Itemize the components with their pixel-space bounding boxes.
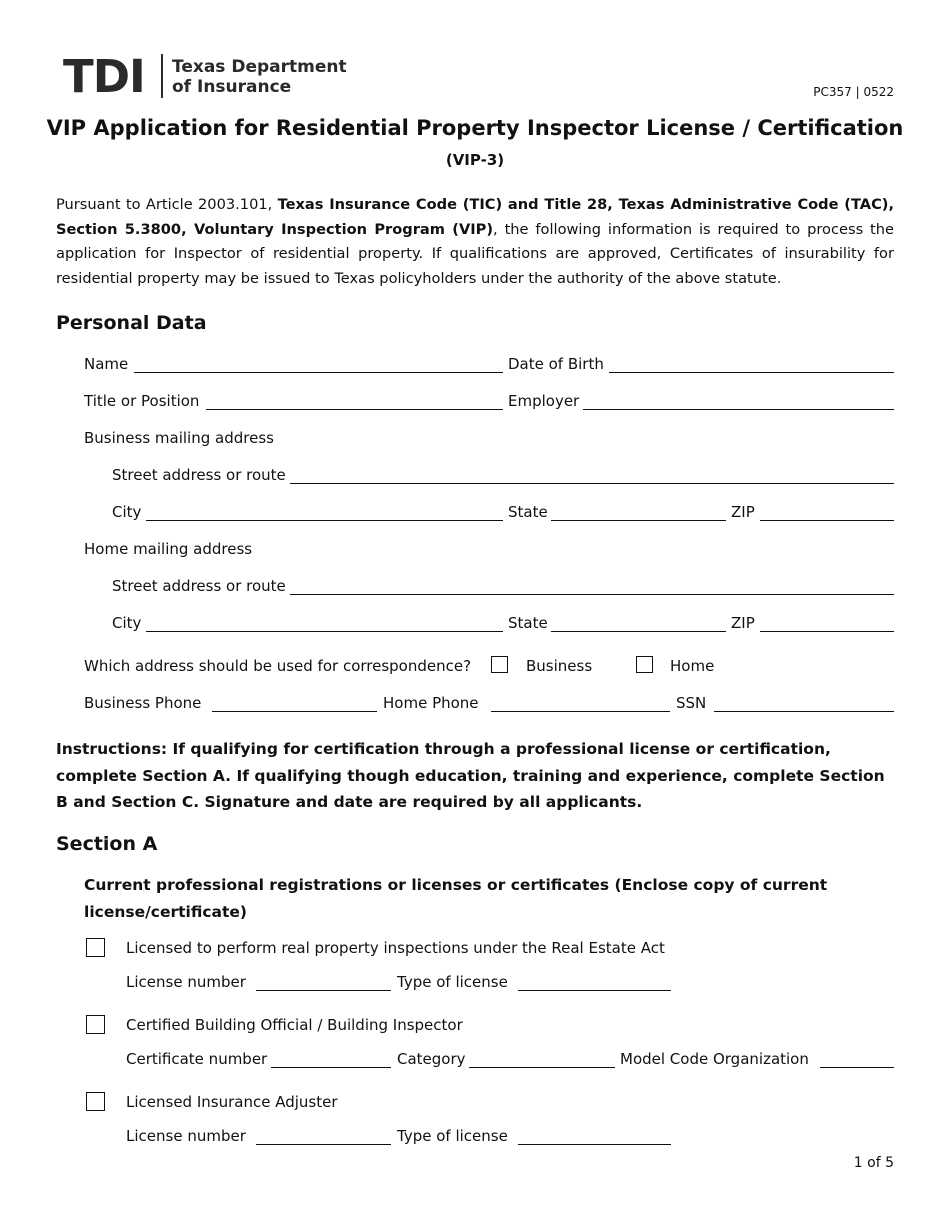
instructions: Instructions: If qualifying for certification through a professional license or certification, complete Section A. If qualifying though education, training and experience, complete Section B and Section C. Signature and date are required by all applicants. [56,740,885,811]
ssn-label: SSN [676,694,707,712]
page-title: VIP Application for Residential Property Inspector License / Certification [46,116,904,140]
home-street-field[interactable] [290,594,894,595]
tdi-logo: TDI [63,50,145,103]
name-field[interactable] [134,372,503,373]
item2-category-label: Category [397,1050,466,1068]
logo-name-line2: of Insurance [172,77,292,97]
logo-name-line1: Texas Department [172,57,347,77]
home-state-field[interactable] [551,631,726,632]
item2-model-code-label: Model Code Organization [620,1050,809,1068]
title-field[interactable] [206,409,503,410]
item1-license-type-field[interactable] [518,990,671,991]
insurance-adjuster-label: Licensed Insurance Adjuster [126,1093,338,1111]
business-state-label: State [508,503,548,521]
business-address-label: Business mailing address [84,429,274,447]
item3-license-type-label: Type of license [397,1127,508,1145]
correspondence-label: Which address should be used for correspondence? [84,657,472,675]
home-correspondence-checkbox[interactable] [636,656,653,673]
building-official-checkbox[interactable] [86,1015,105,1034]
item2-certificate-number-field[interactable] [271,1067,391,1068]
business-correspondence-checkbox[interactable] [491,656,508,673]
item1-license-type-label: Type of license [397,973,508,991]
real-estate-license-checkbox[interactable] [86,938,105,957]
employer-label: Employer [508,392,580,410]
dob-field[interactable] [609,372,894,373]
home-address-label: Home mailing address [84,540,253,558]
item3-license-number-field[interactable] [256,1144,391,1145]
intro-text-2: , the following information is required to process the application for Inspector of residential property. If qualifications are approved, Certificates of insurability for residential property may be issued to Texas policyholders under the authority of the above statute. [56,220,895,287]
logo-agency-name [172,57,347,97]
business-option-label: Business [526,657,593,675]
building-official-label: Certified Building Official / Building Inspector [126,1016,463,1034]
business-zip-field[interactable] [760,520,894,521]
home-phone-label: Home Phone [383,694,479,712]
item3-license-type-field[interactable] [518,1144,671,1145]
item2-certificate-number-label: Certificate number [126,1050,268,1068]
title-label: Title or Position [84,392,200,410]
personal-data-heading: Personal Data [56,312,207,334]
item3-license-number-label: License number [126,1127,246,1145]
home-zip-label: ZIP [731,614,755,632]
form-number: PC357 | 0522 [813,85,894,99]
home-state-label: State [508,614,548,632]
home-option-label: Home [670,657,715,675]
home-street-label: Street address or route [112,577,286,595]
intro-text-1: Pursuant to Article 2003.101, [56,196,278,213]
ssn-field[interactable] [714,711,894,712]
business-street-field[interactable] [290,483,894,484]
section-a-subheading: Current professional registrations or licenses or certificates (Enclose copy of current license/certificate) [84,876,828,921]
section-a-heading: Section A [56,833,158,855]
home-city-label: City [112,614,142,632]
home-city-field[interactable] [146,631,503,632]
intro-statute: Texas Insurance Code (TIC) and Title 28, Texas Administrative Code (TAC), Section 5.3800, Voluntary Inspection Program (VIP) [56,196,894,238]
insurance-adjuster-checkbox[interactable] [86,1092,105,1111]
business-phone-label: Business Phone [84,694,202,712]
page-number: 1 of 5 [853,1155,894,1171]
home-phone-field[interactable] [491,711,670,712]
real-estate-license-label: Licensed to perform real property inspections under the Real Estate Act [126,939,665,957]
business-phone-field[interactable] [212,711,377,712]
business-zip-label: ZIP [731,503,755,521]
item1-license-number-field[interactable] [256,990,391,991]
employer-field[interactable] [583,409,894,410]
logo-divider [161,54,163,98]
business-street-label: Street address or route [112,466,286,484]
page-subtitle: (VIP-3) [445,151,505,169]
dob-label: Date of Birth [508,355,604,373]
business-city-field[interactable] [146,520,503,521]
business-state-field[interactable] [551,520,726,521]
home-zip-field[interactable] [760,631,894,632]
name-label: Name [84,355,129,373]
item1-license-number-label: License number [126,973,246,991]
intro-paragraph [56,193,894,291]
business-city-label: City [112,503,142,521]
item2-category-field[interactable] [469,1067,615,1068]
item2-model-code-field[interactable] [820,1067,894,1068]
